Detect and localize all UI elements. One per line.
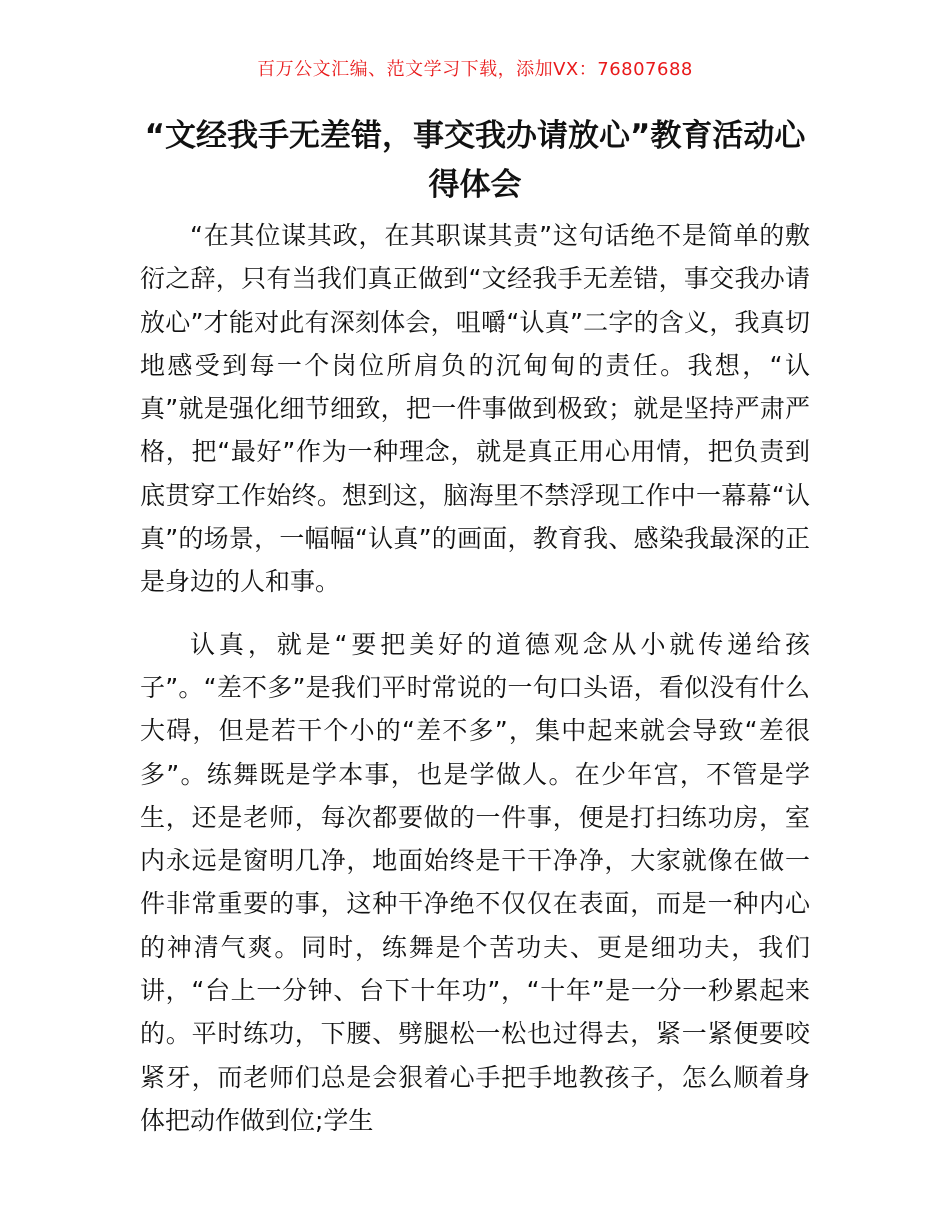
body-paragraph-2: 认真，就是“要把美好的道德观念从小就传递给孩子”。“差不多”是我们平时常说的一句口头语，看似没有什么大碍，但是若干个小的“差不多”，集中起来就会导致“差很多”。练舞既是学本事，也是学做人。在少年宫，不管是学生，还是老师，每次都要做的一件事，便是打扫练功房，室内永远是窗明几净，地面始终是干干净净，大家就像在做一件非常重要的事，这种干净绝不仅仅在表面，而是一种内心的神清气爽。同时，练舞是个苦功夫、更是细功夫，我们讲，“台上一分钟、台下十年功”，“十年”是一分一秒累起来的。平时练功，下腰、劈腿松一松也过得去，紧一紧便要咬紧牙，而老师们总是会狠着心手把手地教孩子，怎么顺着身体把动作做到位;学生 xyxy=(140,629,810,1135)
header-promo-note: 百万公文汇编、范文学习下载，添加VX：76807688 xyxy=(257,59,693,80)
document-body xyxy=(140,214,810,1142)
body-paragraph-1: “在其位谋其政，在其职谋其责”这句话绝不是简单的敷衍之辞，只有当我们真正做到“文经我手无差错，事交我办请放心”才能对此有深刻体会，咀嚼“认真”二字的含义，我真切地感受到每一个岗位所肩负的沉甸甸的责任。我想，“认真”就是强化细节细致，把一件事做到极致；就是坚持严肃严格，把“最好”作为一种理念，就是真正用心用情，把负责到底贯穿工作始终。想到这，脑海里不禁浮现工作中一幕幕“认真”的场景，一幅幅“认真”的画面，教育我、感染我最深的正是身边的人和事。 xyxy=(140,221,810,597)
document-title: “文经我手无差错，事交我办请放心”教育活动心得体会 xyxy=(144,118,806,203)
